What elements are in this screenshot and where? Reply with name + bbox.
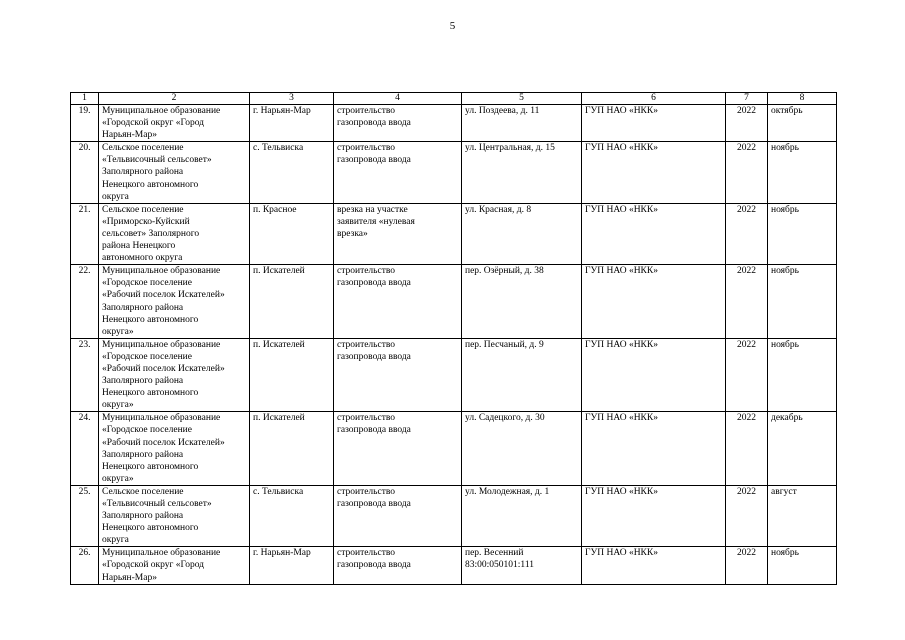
organization-cell: ГУП НАО «НКК» (582, 105, 726, 142)
municipality-cell: Муниципальное образование «Городское поселение «Рабочий поселок Искателей» Заполярного района Ненецкого автономного округа» (99, 338, 250, 412)
municipality-cell: Муниципальное образование «Городской округ «Город Нарьян-Мар» (99, 547, 250, 584)
organization-cell: ГУП НАО «НКК» (582, 485, 726, 546)
locality-cell: г. Нарьян-Мар (250, 547, 334, 584)
month-cell: ноябрь (768, 142, 837, 203)
month-cell: август (768, 485, 837, 546)
row-number: 21. (71, 203, 99, 264)
table-row (71, 142, 837, 203)
column-header: 7 (726, 93, 768, 105)
table-row (71, 105, 837, 142)
organization-cell: ГУП НАО «НКК» (582, 338, 726, 412)
work-cell: строительство газопровода ввода (334, 485, 462, 546)
organization-cell: ГУП НАО «НКК» (582, 265, 726, 339)
column-header: 8 (768, 93, 837, 105)
column-header: 6 (582, 93, 726, 105)
address-cell: пер. Весенний 83:00:050101:111 (462, 547, 582, 584)
municipality-cell: Сельское поселение «Тельвисочный сельсовет» Заполярного района Ненецкого автономного округа (99, 142, 250, 203)
table-row (71, 203, 837, 264)
work-cell: строительство газопровода ввода (334, 547, 462, 584)
locality-cell: п. Красное (250, 203, 334, 264)
municipality-cell: Муниципальное образование «Городское поселение «Рабочий поселок Искателей» Заполярного района Ненецкого автономного округа» (99, 412, 250, 486)
work-cell: строительство газопровода ввода (334, 338, 462, 412)
row-number: 23. (71, 338, 99, 412)
address-cell: ул. Поздеева, д. 11 (462, 105, 582, 142)
address-cell: ул. Центральная, д. 15 (462, 142, 582, 203)
table-row (71, 265, 837, 339)
table-row (71, 485, 837, 546)
column-header: 4 (334, 93, 462, 105)
work-cell: строительство газопровода ввода (334, 265, 462, 339)
table-row (71, 338, 837, 412)
municipality-cell: Сельское поселение «Тельвисочный сельсовет» Заполярного района Ненецкого автономного округа (99, 485, 250, 546)
page-number: 5 (449, 20, 456, 32)
column-header: 1 (71, 93, 99, 105)
work-cell: врезка на участке заявителя «нулевая врезка» (334, 203, 462, 264)
table-row (71, 547, 837, 584)
month-cell: ноябрь (768, 203, 837, 264)
work-cell: строительство газопровода ввода (334, 105, 462, 142)
column-header: 3 (250, 93, 334, 105)
locality-cell: г. Нарьян-Мар (250, 105, 334, 142)
row-number: 22. (71, 265, 99, 339)
municipality-cell: Сельское поселение «Приморско-Куйский сельсовет» Заполярного района Ненецкого автономного округа (99, 203, 250, 264)
year-cell: 2022 (726, 338, 768, 412)
locality-cell: п. Искателей (250, 265, 334, 339)
row-number: 25. (71, 485, 99, 546)
row-number: 24. (71, 412, 99, 486)
year-cell: 2022 (726, 412, 768, 486)
municipality-cell: Муниципальное образование «Городской округ «Город Нарьян-Мар» (99, 105, 250, 142)
work-cell: строительство газопровода ввода (334, 412, 462, 486)
year-cell: 2022 (726, 105, 768, 142)
month-cell: ноябрь (768, 547, 837, 584)
year-cell: 2022 (726, 265, 768, 339)
month-cell: ноябрь (768, 265, 837, 339)
schedule-table (70, 92, 837, 585)
address-cell: пер. Озёрный, д. 38 (462, 265, 582, 339)
organization-cell: ГУП НАО «НКК» (582, 547, 726, 584)
locality-cell: п. Искателей (250, 338, 334, 412)
work-cell: строительство газопровода ввода (334, 142, 462, 203)
locality-cell: с. Тельвиска (250, 485, 334, 546)
organization-cell: ГУП НАО «НКК» (582, 142, 726, 203)
month-cell: декабрь (768, 412, 837, 486)
address-cell: пер. Песчаный, д. 9 (462, 338, 582, 412)
address-cell: ул. Молодежная, д. 1 (462, 485, 582, 546)
row-number: 20. (71, 142, 99, 203)
column-header: 5 (462, 93, 582, 105)
row-number: 19. (71, 105, 99, 142)
month-cell: ноябрь (768, 338, 837, 412)
month-cell: октябрь (768, 105, 837, 142)
year-cell: 2022 (726, 142, 768, 203)
table-header-row (71, 93, 837, 105)
locality-cell: с. Тельвиска (250, 142, 334, 203)
year-cell: 2022 (726, 203, 768, 264)
address-cell: ул. Красная, д. 8 (462, 203, 582, 264)
year-cell: 2022 (726, 485, 768, 546)
year-cell: 2022 (726, 547, 768, 584)
row-number: 26. (71, 547, 99, 584)
address-cell: ул. Садецкого, д. 30 (462, 412, 582, 486)
organization-cell: ГУП НАО «НКК» (582, 203, 726, 264)
locality-cell: п. Искателей (250, 412, 334, 486)
municipality-cell: Муниципальное образование «Городское поселение «Рабочий поселок Искателей» Заполярного района Ненецкого автономного округа» (99, 265, 250, 339)
organization-cell: ГУП НАО «НКК» (582, 412, 726, 486)
column-header: 2 (99, 93, 250, 105)
table-row (71, 412, 837, 486)
